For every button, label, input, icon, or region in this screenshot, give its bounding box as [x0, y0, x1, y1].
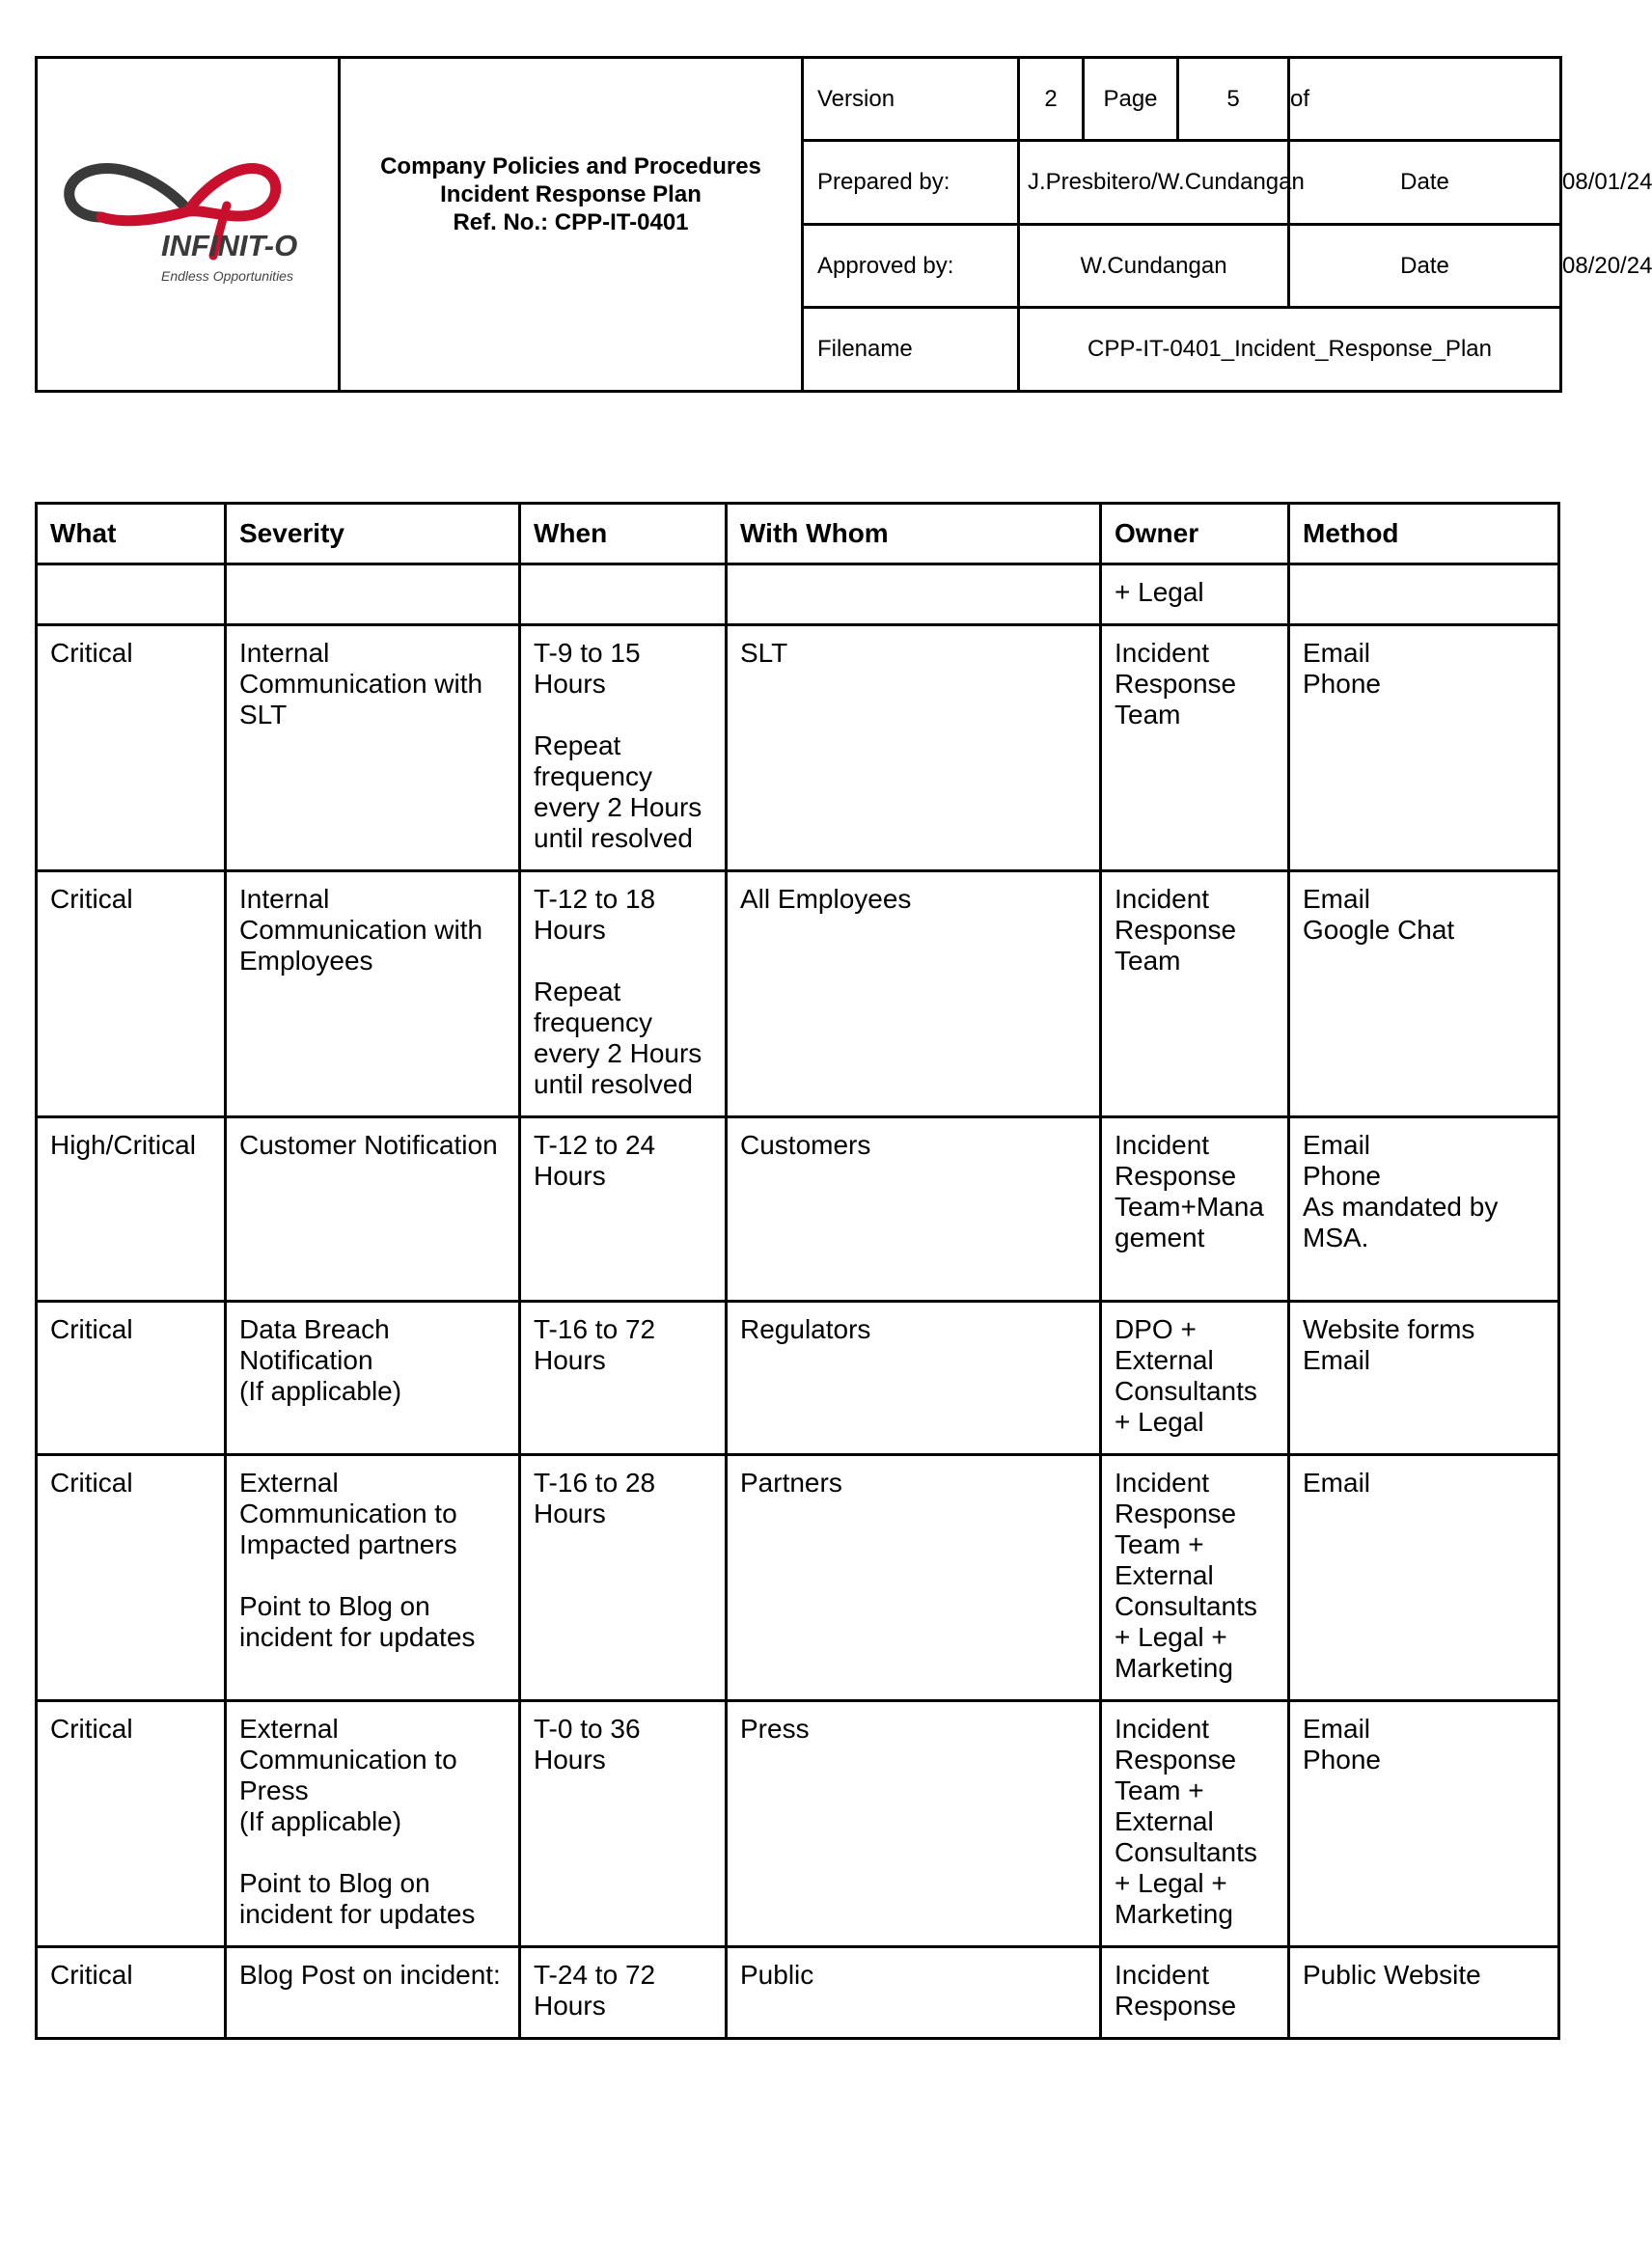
- cell-owner: Incident Response Team+Mana gement: [1101, 1117, 1289, 1302]
- title-line-2: Incident Response Plan: [440, 181, 702, 207]
- cell-when: T-24 to 72 Hours: [520, 1947, 727, 2039]
- cell-when: T-16 to 28 Hours: [520, 1455, 727, 1701]
- cell-severity: External Communication to Press (If applicable) Point to Blog on incident for updates: [226, 1701, 520, 1947]
- cell-owner: Incident Response: [1101, 1947, 1289, 2039]
- version-value: 2: [1019, 58, 1084, 141]
- cell-with-whom: Partners: [727, 1455, 1101, 1701]
- page-value: 5: [1178, 58, 1289, 141]
- prepared-by-label: Prepared by:: [803, 141, 1019, 225]
- cell-with-whom: SLT: [727, 625, 1101, 871]
- column-header-owner: Owner: [1101, 504, 1289, 564]
- cell-severity: Internal Communication with Employees: [226, 871, 520, 1117]
- cell-method: Email Phone: [1289, 625, 1559, 871]
- cell-when: [520, 564, 727, 625]
- cell-when: T-0 to 36 Hours: [520, 1701, 727, 1947]
- table-row: [37, 1947, 1559, 2039]
- cell-when: T-12 to 18 Hours Repeat frequency every 2 Hours until resolved: [520, 871, 727, 1117]
- of-label: of: [1290, 85, 1310, 112]
- table-header-row: [37, 504, 1559, 564]
- column-header-severity: Severity: [226, 504, 520, 564]
- cell-when: T-16 to 72 Hours: [520, 1302, 727, 1455]
- cell-with-whom: Press: [727, 1701, 1101, 1947]
- page-total: [1289, 58, 1561, 141]
- cell-method: Website forms Email: [1289, 1302, 1559, 1455]
- cell-with-whom: Public: [727, 1947, 1101, 2039]
- logo-wordmark: INFINIT-O: [160, 228, 297, 262]
- cell-what: Critical: [37, 871, 226, 1117]
- infinity-logo-mark: [43, 148, 333, 302]
- logo-tagline: Endless Opportunities: [160, 267, 293, 284]
- cell-method: Email Phone As mandated by MSA.: [1289, 1117, 1559, 1302]
- cell-what: [37, 564, 226, 625]
- cell-what: Critical: [37, 1455, 226, 1701]
- approved-by-label: Approved by:: [803, 225, 1019, 308]
- table-row: [37, 625, 1559, 871]
- table-row: [37, 1117, 1559, 1302]
- cell-when: T-9 to 15 Hours Repeat frequency every 2 Hours until resolved: [520, 625, 727, 871]
- cell-severity: Customer Notification: [226, 1117, 520, 1302]
- filename-value: CPP-IT-0401_Incident_Response_Plan: [1019, 308, 1561, 392]
- cell-severity: External Communication to Impacted partners Point to Blog on incident for updates: [226, 1455, 520, 1701]
- cell-what: Critical: [37, 1701, 226, 1947]
- title-line-3: Ref. No.: CPP-IT-0401: [453, 209, 689, 235]
- version-label: Version: [803, 58, 1019, 141]
- cell-owner: Incident Response Team: [1101, 871, 1289, 1117]
- page-label: Page: [1084, 58, 1178, 141]
- table-row: [37, 564, 1559, 625]
- approved-by-value: W.Cundangan: [1019, 225, 1289, 308]
- column-header-with-whom: With Whom: [727, 504, 1101, 564]
- cell-with-whom: Customers: [727, 1117, 1101, 1302]
- table-row: [37, 1455, 1559, 1701]
- document-title: [340, 58, 803, 392]
- cell-method: [1289, 564, 1559, 625]
- approved-date-label: Date: [1289, 225, 1561, 308]
- cell-with-whom: [727, 564, 1101, 625]
- cell-when: T-12 to 24 Hours: [520, 1117, 727, 1302]
- cell-method: Email Google Chat: [1289, 871, 1559, 1117]
- cell-method: Email: [1289, 1455, 1559, 1701]
- table-row: [37, 1701, 1559, 1947]
- cell-severity: Data Breach Notification (If applicable): [226, 1302, 520, 1455]
- cell-owner: DPO + External Consultants + Legal: [1101, 1302, 1289, 1455]
- cell-what: High/Critical: [37, 1117, 226, 1302]
- table-row: [37, 1302, 1559, 1455]
- cell-owner: Incident Response Team: [1101, 625, 1289, 871]
- column-header-what: What: [37, 504, 226, 564]
- column-header-when: When: [520, 504, 727, 564]
- prepared-date-label: Date: [1289, 141, 1561, 225]
- filename-label: Filename: [803, 308, 1019, 392]
- table-row: [37, 871, 1559, 1117]
- cell-severity: [226, 564, 520, 625]
- company-logo: [37, 58, 340, 392]
- document-header: INFINIT-O Endless Opportunities Company Policies and Procedures Incident Response Plan Ref. No.: CPP-IT-0401 Version 2 Page 5 of Prepared by: J.Presbitero/W.Cundangan Date 08/01/24 Approved by: W.Cundangan Date 08/20/24 Filename CPP-IT-0401_Incident_Response_Plan: [35, 56, 1562, 393]
- cell-with-whom: Regulators: [727, 1302, 1101, 1455]
- cell-method: Public Website: [1289, 1947, 1559, 2039]
- title-line-1: Company Policies and Procedures: [380, 153, 761, 179]
- cell-severity: Internal Communication with SLT: [226, 625, 520, 871]
- cell-severity: Blog Post on incident:: [226, 1947, 520, 2039]
- column-header-method: Method: [1289, 504, 1559, 564]
- cell-owner: + Legal: [1101, 564, 1289, 625]
- cell-what: Critical: [37, 1302, 226, 1455]
- communication-plan-table: [35, 502, 1560, 2040]
- cell-method: Email Phone: [1289, 1701, 1559, 1947]
- cell-what: Critical: [37, 625, 226, 871]
- prepared-by-value: J.Presbitero/W.Cundangan: [1019, 141, 1289, 225]
- cell-what: Critical: [37, 1947, 226, 2039]
- cell-owner: Incident Response Team + External Consultants + Legal + Marketing: [1101, 1455, 1289, 1701]
- cell-owner: Incident Response Team + External Consultants + Legal + Marketing: [1101, 1701, 1289, 1947]
- cell-with-whom: All Employees: [727, 871, 1101, 1117]
